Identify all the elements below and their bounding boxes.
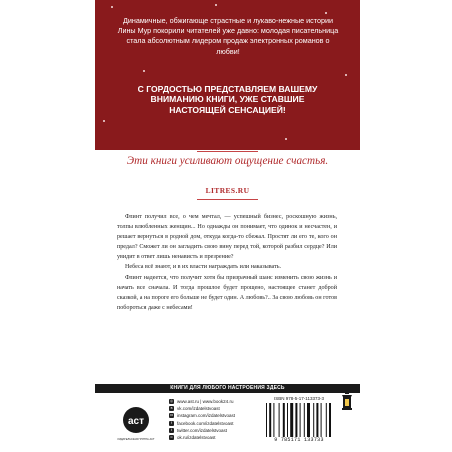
link-text: www.ast.ru | www.book24.ru xyxy=(177,399,234,404)
headline: С ГОРДОСТЬЮ ПРЕДСТАВЛЯЕМ ВАШЕМУ ВНИМАНИЮ КНИГИ, УЖЕ СТАВШИЕ НАСТОЯЩЕЙ СЕНСАЦИЕЙ! xyxy=(137,84,318,115)
link-text: ok.ru/izdatelstvoast xyxy=(177,434,216,440)
divider xyxy=(197,151,258,152)
link-text: vk.com/izdatelstvoast xyxy=(177,406,220,412)
barcode-bar xyxy=(279,403,280,437)
description-paragraph: Флинт надеется, что получит хотя бы призрачный шанс изменить свою жизнь и начать все сначала. И тогда прошлое будет прощено, настоящее станет доброй сказкой, а на пороге его больше не будет один. А любовь?.. За свою любовь он готов побороться даже с небесами! xyxy=(117,274,337,311)
snowflake-decoration xyxy=(143,70,145,72)
logo-mark: аст xyxy=(127,416,145,427)
social-link-ok[interactable] xyxy=(169,434,259,441)
social-links xyxy=(169,398,259,441)
barcode-bar xyxy=(326,403,327,437)
instagram-icon: ◘ xyxy=(170,413,173,418)
snowflake-decoration xyxy=(103,120,105,122)
isbn-digits: 9 785171 133733 xyxy=(274,437,324,443)
barcode-bar xyxy=(273,403,274,437)
logo-caption: ИЗДАТЕЛЬСКАЯ ГРУППА АСТ xyxy=(117,438,155,441)
description-paragraph: Флинт получил все, о чем мечтал, — успешный бизнес, роскошную жизнь, толпы влюбленных женщин... Но однажды он понимает, что одинок и несчастен, и решает вернуться в родной дом, откуда когда-то сбежал. Простят ли его те, кого он предал? Сможет ли он загладить свою вину перед той, которой разбил сердце? Или увидит в ответ лишь ненависть и презрение? xyxy=(117,214,337,261)
barcode-bar xyxy=(316,403,318,437)
book-description xyxy=(117,212,337,313)
barcode-bar xyxy=(300,403,301,437)
barcode xyxy=(263,403,335,437)
social-link-twitter[interactable] xyxy=(169,427,259,434)
barcode-bar xyxy=(321,403,322,437)
isbn-label: ISBN 978-5-17-113373-3 xyxy=(274,396,324,401)
lantern-icon xyxy=(340,392,354,412)
description-paragraph: Небеса всё знают, и в их власти награждать или наказывать. xyxy=(125,264,282,271)
social-link-facebook[interactable] xyxy=(169,420,259,427)
vk-icon: в xyxy=(170,406,173,411)
social-link-website[interactable] xyxy=(169,398,259,405)
barcode-bar xyxy=(287,403,288,437)
barcode-bar xyxy=(290,403,293,437)
twitter-icon: t xyxy=(169,428,174,433)
slogan-bar: КНИГИ ДЛЯ ЛЮБОГО НАСТРОЕНИЯ ЗДЕСЬ xyxy=(95,384,360,393)
snowflake-decoration xyxy=(345,74,347,76)
annotation-panel xyxy=(95,0,360,150)
link-text: instagram.com/izdatelstvoast xyxy=(177,413,236,419)
barcode-bar xyxy=(329,403,331,437)
barcode-bar xyxy=(304,403,305,437)
barcode-bar xyxy=(313,403,314,437)
facebook-icon: f xyxy=(169,421,174,426)
brand-name: LITRES.RU xyxy=(205,186,250,195)
social-link-vk[interactable] xyxy=(169,405,259,412)
book-back-cover xyxy=(95,0,360,452)
snowflake-decoration xyxy=(111,6,113,8)
link-text: facebook.com/izdatelstvoast xyxy=(177,420,234,426)
globe-icon: ◎ xyxy=(169,399,174,404)
barcode-bar xyxy=(283,403,285,437)
barcode-bar xyxy=(266,403,267,437)
isbn-block xyxy=(263,396,335,443)
link-text: twitter.com/izdatelstvoast xyxy=(177,427,228,433)
snowflake-decoration xyxy=(285,138,287,140)
barcode-bar xyxy=(295,403,297,437)
intro-text: Динамичные, обжигающе страстные и лукаво-нежные истории Лины Мур покорили читателей уже давно: молодая писательница стала абсолютным лидером продаж электронных романов о любви! xyxy=(117,16,339,56)
ok-icon: о xyxy=(170,435,173,440)
snowflake-decoration xyxy=(215,4,217,6)
barcode-bar xyxy=(307,403,310,437)
barcode-bar xyxy=(269,403,271,437)
snowflake-decoration xyxy=(325,12,327,14)
ast-logo xyxy=(117,405,155,443)
tagline: Эти книги усиливают ощущение счастья. xyxy=(126,155,329,167)
divider xyxy=(197,199,258,200)
social-link-instagram[interactable] xyxy=(169,412,259,419)
